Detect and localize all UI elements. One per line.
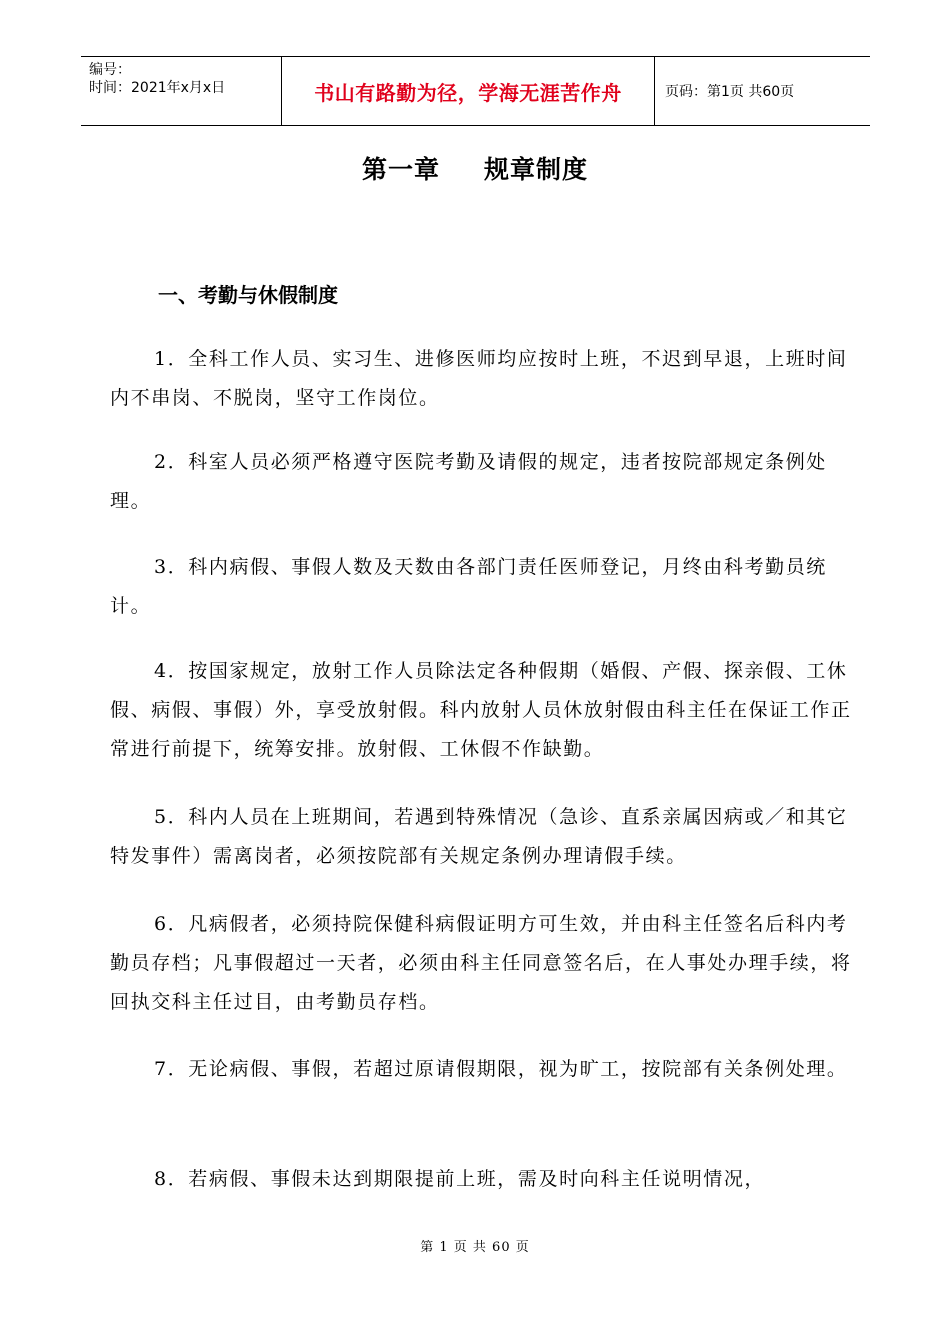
paragraph-6: 6．凡病假者，必须持院保健科病假证明方可生效，并由科主任签名后科内考勤员存档；凡事假超过一天者，必须由科主任同意签名后，在人事处办理手续，将回执交科主任过目，由考勤员存档。 xyxy=(110,913,852,1013)
chapter-number: 第一章 xyxy=(361,155,440,184)
time-label: 时间：2021年x月x日 xyxy=(89,80,226,96)
header-meta xyxy=(81,57,281,125)
section-title: 一、考勤与休假制度 xyxy=(158,283,338,307)
number-label: 编号： xyxy=(89,62,131,78)
header-motto: 书山有路勤为径，学海无涯苦作舟 xyxy=(281,57,655,125)
paragraph-8: 8．若病假、事假未达到期限提前上班，需及时向科主任说明情况， xyxy=(154,1168,766,1190)
chapter-heading xyxy=(0,150,950,186)
paragraph-2: 2．科室人员必须严格遵守医院考勤及请假的规定，违者按院部规定条例处理。 xyxy=(110,451,827,512)
paragraph-4: 4．按国家规定，放射工作人员除法定各种假期（婚假、产假、探亲假、工休假、病假、事假）外，享受放射假。科内放射人员休放射假由科主任在保证工作正常进行前提下，统筹安排。放射假、工休假不作缺勤。 xyxy=(110,660,852,760)
paragraph-5: 5．科内人员在上班期间，若遇到特殊情况（急诊、直系亲属因病或／和其它特发事件）需离岗者，必须按院部有关规定条例办理请假手续。 xyxy=(110,806,848,867)
page-header xyxy=(81,56,870,126)
page-footer: 第 1 页 共 60 页 xyxy=(420,1240,530,1255)
paragraph-3: 3．科内病假、事假人数及天数由各部门责任医师登记，月终由科考勤员统计。 xyxy=(110,556,827,617)
header-page-info: 页码：第1页 共60页 xyxy=(665,84,795,100)
chapter-title: 规章制度 xyxy=(484,155,589,184)
paragraph-7: 7．无论病假、事假，若超过原请假期限，视为旷工，按院部有关条例处理。 xyxy=(154,1058,848,1080)
paragraph-1: 1．全科工作人员、实习生、进修医师均应按时上班，不迟到早退，上班时间内不串岗、不脱岗，坚守工作岗位。 xyxy=(110,348,848,409)
